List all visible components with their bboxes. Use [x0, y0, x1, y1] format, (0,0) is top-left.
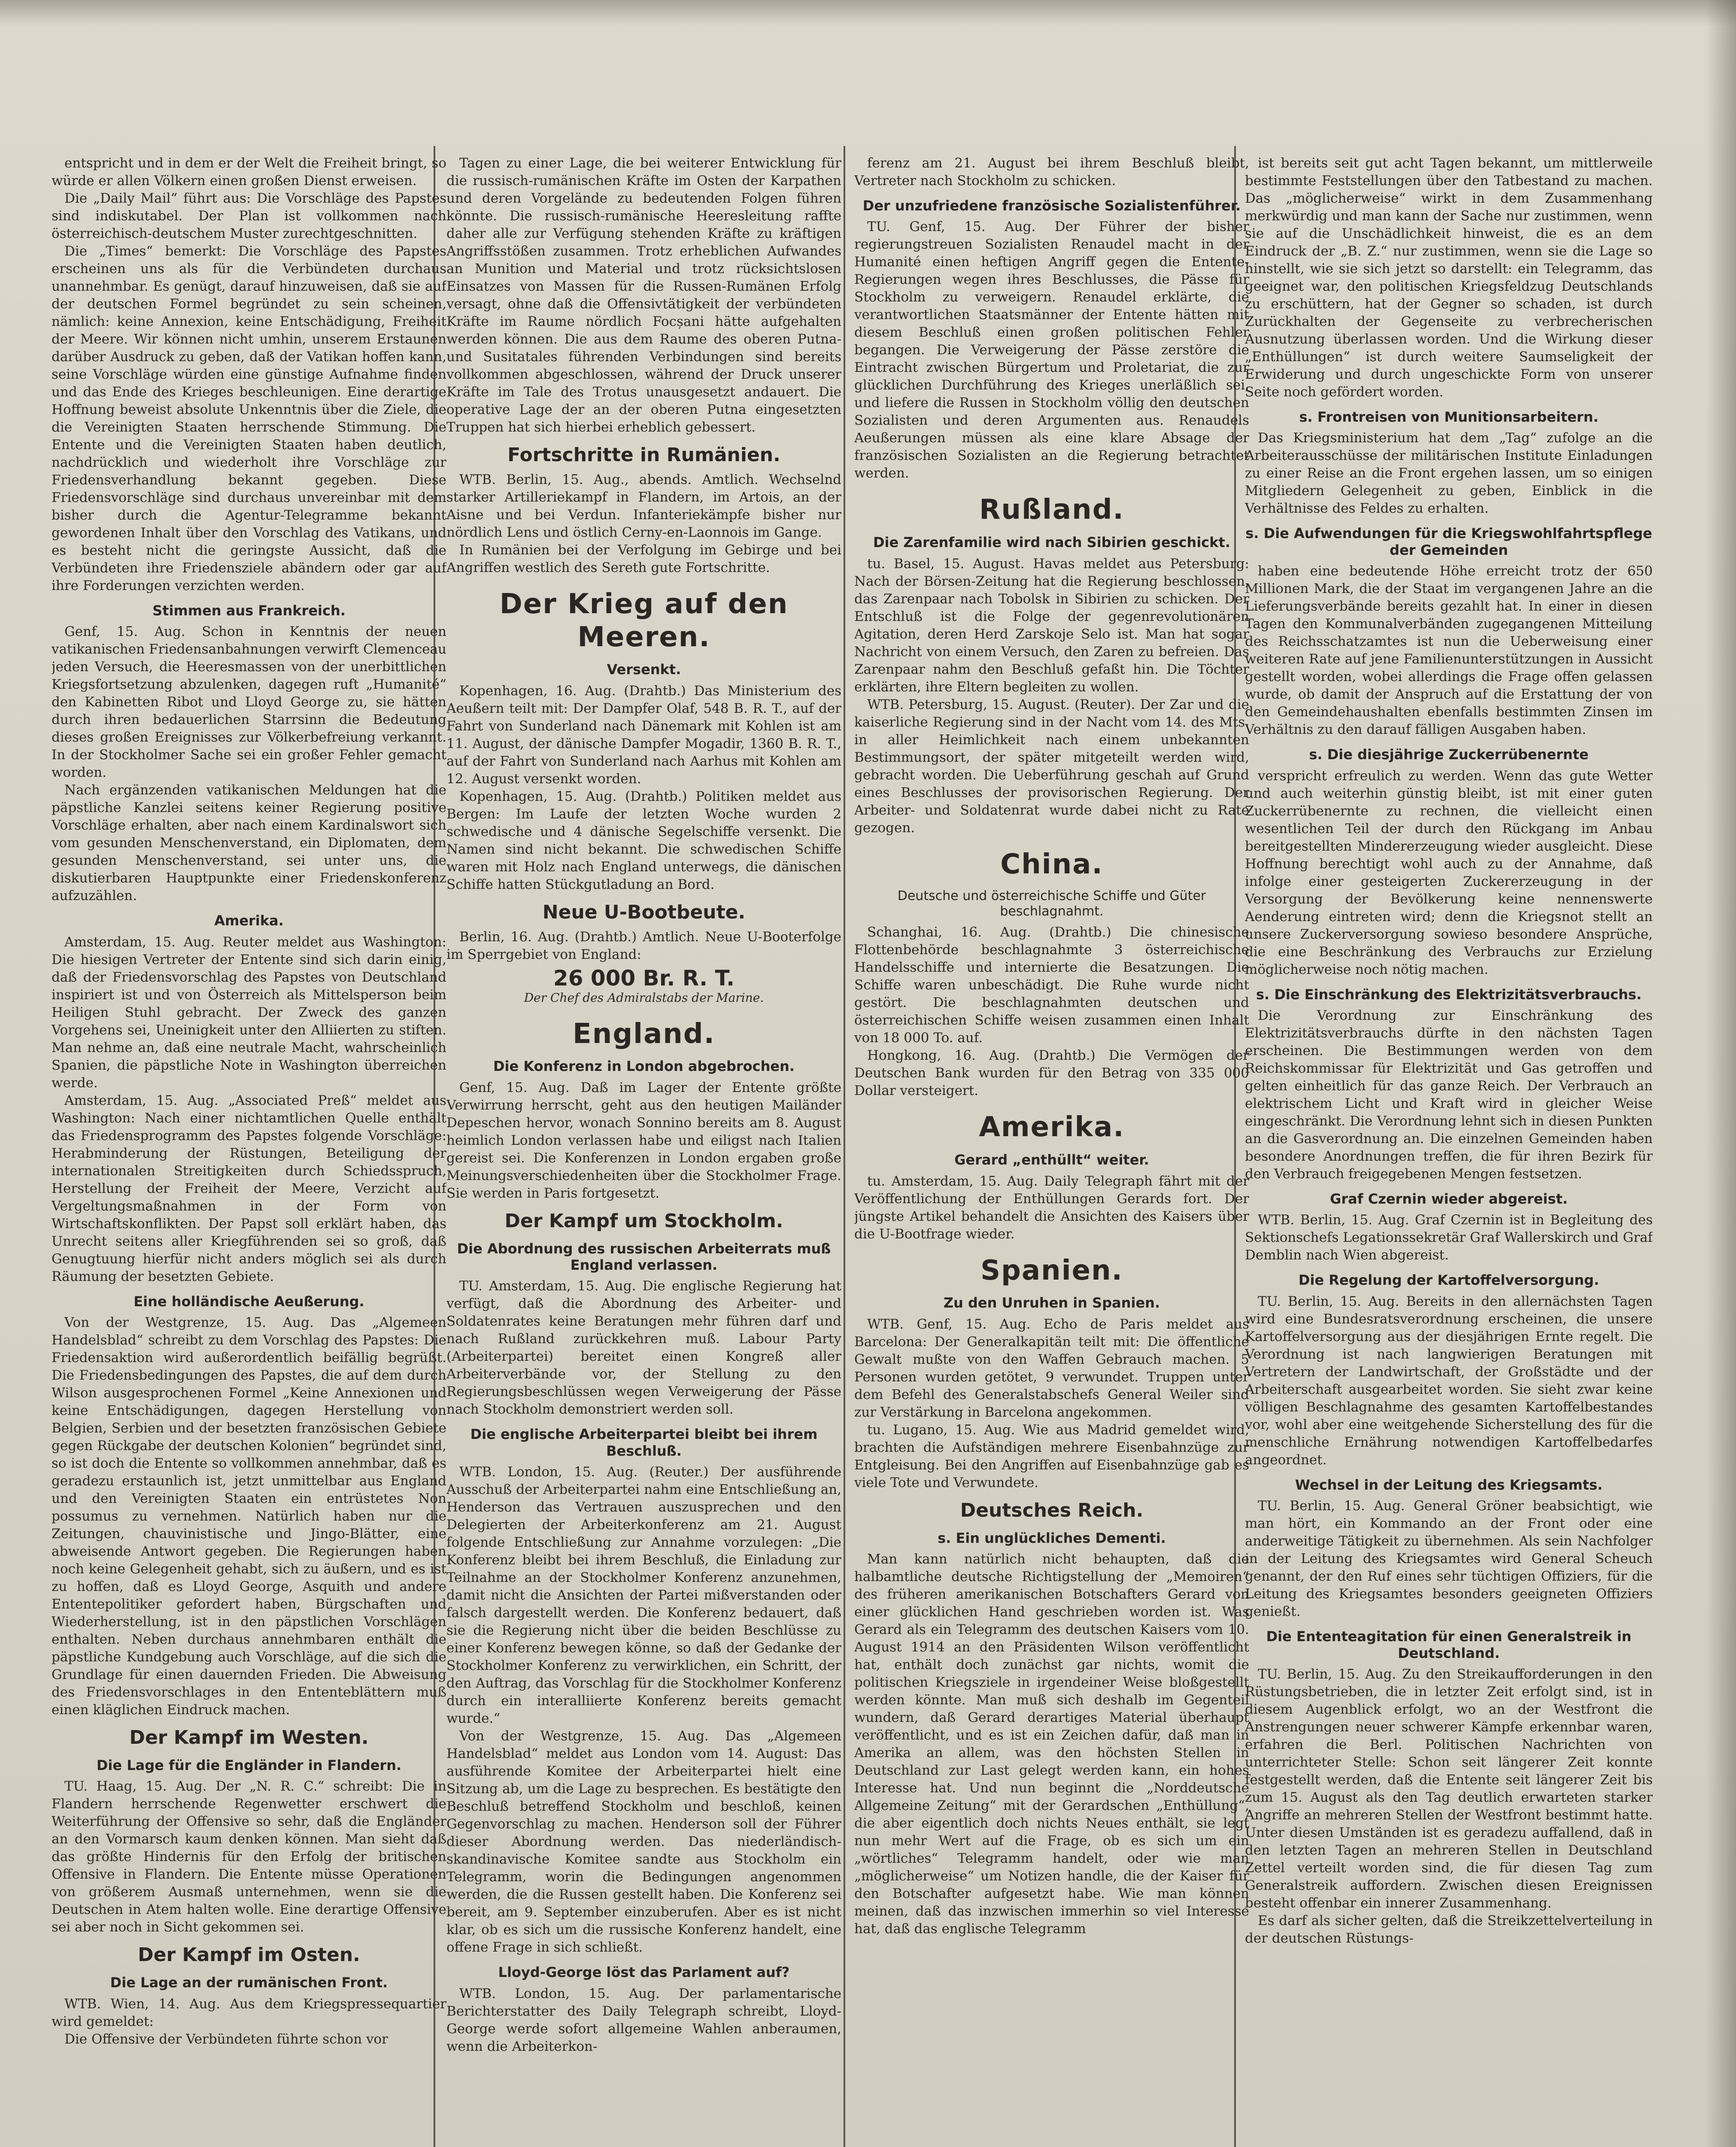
paragraph: TU. Berlin, 15. Aug. Bereits in den allernächsten Tagen wird eine Bundesratsverordnung erscheinen, die unsere Kartoffelversorgung aus der diesjährigen Ernte regelt. Die Verordnung ist nach langwierigen Beratungen mit Vertretern der Landwirtschaft, der Großstädte und der Arbeiterschaft ausgearbeitet worden. Sie sieht zwar keine völligen Beschlagnahme des gesamten Kartoffelbestandes vor, wohl aber eine weitgehende Sicherstellung des für die menschliche Ernährung notwendigen Kartoffelbedarfes angeordnet.: [1245, 1293, 1653, 1468]
headline: Spanien.: [980, 1254, 1123, 1286]
subheading: Deutsche und österreichische Schiffe und Güter beschlagnahmt.: [897, 888, 1206, 919]
paragraph: Amsterdam, 15. Aug. Reuter meldet aus Washington: Die hiesigen Vertreter der Entente sind sich darin einig, daß der Friedensvorschlag des Papstes von Deutschland inspiriert ist und von Österreich als Mittelsperson beim Heiligen Stuhl gebracht. Der Zweck des ganzen Vorgehens sei, Uneinigkeit unter den Alliierten zu stiften. Man nehme an, daß eine neutrale Macht, wahrscheinlich Spanien, die päpstliche Note in Washington überreichen werde.: [52, 934, 446, 1091]
paragraph: verspricht erfreulich zu werden. Wenn das gute Wetter und auch weiterhin günstig bleibt, ist mit einer guten Zuckerrübenernte zu rechnen, die vielleicht einen wesentlichen Teil der durch den Rückgang im Anbau bereitgestellten Mindererzeugung wieder ausgleicht. Diese Hoffnung berechtigt wohl auch zu der Annahme, daß infolge einer gesteigerten Zuckererzeugung in der Versorgung der Bevölkerung keine nennenswerte Aenderung eintreten wird; denn die Kriegsnot stellt an unsere Zuckerversorgung sowieso besondere Ansprüche, die eine Beschränkung des Verbrauchs zur Erzielung möglicherweise noch nötig machen.: [1245, 768, 1653, 977]
paragraph: TU. Haag, 15. Aug. Der „N. R. C.“ schreibt: Die in Flandern herrschende Regenwetter erschwert die Weiterführung der Offensive so sehr, daß die Engländer an den Vormarsch kaum denken können. Man sieht daß das größte Hindernis für den Erfolg der britischen Offensive in Flandern. Die Entente müsse Operationen von größerem Ausmaß unternehmen, wenn sie die Deutschen in Atem halten wolle. Eine derartige Offensive sei aber noch in Sicht gekommen sei.: [52, 1779, 446, 1935]
section-heading: Eine holländische Aeußerung.: [134, 1293, 364, 1310]
column-4: [1245, 155, 1653, 2147]
paragraph: WTB. Berlin, 15. Aug. Graf Czernin ist in Begleitung des Sektionschefs Legationssekretär Graf Wallerskirch und Graf Demblin nach Wien abgereist.: [1245, 1212, 1653, 1263]
paragraph: Von der Westgrenze, 15. Aug. Das „Algemeen Handelsblad“ meldet aus London vom 14. August: Das ausführende Komitee der Arbeiterpartei hielt eine Sitzung ab, um die Lage zu besprechen. Es bestätigte den Beschluß betreffend Stockholm und beschloß, keinen Gegenvorschlag zu machen. Henderson soll der Führer dieser Abordnung werden. Das niederländisch-skandinavische Komitee sandte aus Stockholm ein Telegramm, worin die Bedingungen angenommen werden, die die Russen gestellt haben. Die Konferenz sei bereit, am 9. September einzuberufen. Aber es ist nicht klar, ob es sich um die russische Konferenz handelt, eine offene Frage in sich schließt.: [446, 1728, 841, 1955]
subheading: Gerard „enthüllt“ weiter.: [954, 1152, 1149, 1168]
subheading: s. Die Aufwendungen für die Kriegswohlfahrtspflege der Gemeinden: [1245, 525, 1652, 558]
headline: Der Kampf im Osten.: [138, 1944, 360, 1966]
paragraph: Genf, 15. Aug. Daß im Lager der Entente größte Verwirrung herrscht, geht aus den heutigen Mailänder Depeschen hervor, wonach Sonnino bereits am 8. August heimlich London verlassen habe und eiligst nach Italien gereist sei. Die Konferenzen in London ergaben große Meinungsverschiedenheiten über die Stockholmer Frage. Sie werden in Paris fortgesetzt.: [446, 1080, 841, 1201]
subheading: Die Zarenfamilie wird nach Sibirien geschickt.: [873, 534, 1230, 551]
paragraph: ferenz am 21. August bei ihrem Beschluß bleibt, Vertreter nach Stockholm zu schicken.: [854, 155, 1249, 189]
subheading: Zu den Unruhen in Spanien.: [943, 1295, 1160, 1311]
headline: Der Kampf im Westen.: [129, 1727, 369, 1749]
paragraph: tu. Amsterdam, 15. Aug. Daily Telegraph fährt mit der Veröffentlichung der Enthüllungen Gerards fort. Der jüngste Artikel behandelt die Ansichten des Kaisers über die U-Bootfrage wieder.: [854, 1173, 1249, 1242]
paragraph: WTB. Wien, 14. Aug. Aus dem Kriegspressequartier wird gemeldet:: [52, 1996, 446, 2029]
paragraph: Kopenhagen, 16. Aug. (Drahtb.) Das Ministerium des Aeußern teilt mit: Der Dampfer Olaf, 548 B. R. T., auf der Fahrt von Sunderland nach Dänemark mit Kohlen ist am 11. August, der dänische Dampfer Mogadir, 1360 B. R. T., auf der Fahrt von Sunderland nach Aarhus mit Kohlen am 12. August versenkt worden.: [446, 683, 841, 787]
headline: Fortschritte in Rumänien.: [507, 444, 780, 466]
subheading: s. Die Einschränkung des Elektrizitätsverbrauchs.: [1256, 986, 1642, 1003]
paragraph: WTB. London, 15. Aug. Der parlamentarische Berichterstatter des Daily Telegraph schreibt, Lloyd-George werde sofort allgemeine Wahlen anberaumen, wenn die Arbeiterkon-: [446, 1986, 841, 2054]
section-heading: Amerika.: [214, 912, 284, 929]
paragraph: Es darf als sicher gelten, daß die Streikzettelverteilung in der deutschen Rüstungs-: [1245, 1913, 1653, 1946]
paragraph: TU. Genf, 15. Aug. Der Führer der bisher regierungstreuen Sozialisten Renaudel macht in der Humanité einen heftigen Angriff gegen die Entente-Regierungen wegen ihres Beschlusses, die Pässe für Stockholm zu verweigern. Renaudel erklärte, die verantwortlichen Staatsmänner der Entente hätten mit diesem Beschluß einen großen politischen Fehler begangen. Die Verweigerung der Pässe zerstöre die Eintracht zwischen Bürgertum und Proletariat, die zur glücklichen Durchführung des Krieges unerläßlich sei, und liefere die Russen in Stockholm völlig den deutschen Sozialisten und deren Argumenten aus. Renaudels Aeußerungen müssen als eine klare Absage der französischen Sozialisten an die Regierung betrachtet werden.: [854, 219, 1249, 481]
subheading: Die Regelung der Kartoffelversorgung.: [1298, 1272, 1599, 1289]
paragraph: Das Kriegsministerium hat dem „Tag“ zufolge an die Arbeiterausschüsse der militärischen Institute Einladungen zu einer Reise an die Front ergehen lassen, um so einigen Mitgliedern Gelegenheit zu geben, Einblick in die Verhältnisse des Feldes zu erhalten.: [1245, 430, 1653, 517]
paragraph: Berlin, 16. Aug. (Drahtb.) Amtlich. Neue U-Booterfolge im Sperrgebiet von England:: [446, 929, 841, 962]
section-heading: Graf Czernin wieder abgereist.: [1330, 1190, 1568, 1207]
paragraph: TU. Amsterdam, 15. Aug. Die englische Regierung hat verfügt, daß die Abordnung des Arbeiter- und Soldatenrates keine Beratungen mehr führen darf und nach Rußland zurückkehren muß. Labour Party (Arbeiterpartei) bereitet einen Kongreß aller Arbeiterverbände vor, der Stellung zu den Regierungsbeschlüssen wegen Verweigerung der Pässe nach Stockholm demonstriert werden soll.: [446, 1278, 841, 1417]
paragraph: TU. Berlin, 15. Aug. Zu den Streikaufforderungen in den Rüstungsbetrieben, die in letzter Zeit erfolgt sind, ist in diesem Augenblick erfolgt, wo an der Westfront die Anstrengungen neuer schwerer Kämpfe erkennbar waren, erfahren die Berl. Politischen Nachrichten von unterrichteter Stelle: Schon seit längerer Zeit konnte festgestellt werden, daß die Entente seit längerer Zeit bis zum 15. August als den Tag deutlich erwarteten starker Angriffe an mehreren Stellen der Westfront bestimmt hatte. Unter diesen Umständen ist es geradezu auffallend, daß in den letzten Tagen an mehreren Stellen in Deutschland Zettel verteilt worden sind, die für diesen Tag zum Generalstreik auffordern. Zwischen diesen Ereignissen besteht offenbar ein innerer Zusammenhang.: [1245, 1666, 1653, 1911]
paragraph: entspricht und in dem er der Welt die Freiheit bringt, so würde er allen Völkern einen großen Dienst erweisen.: [52, 155, 446, 189]
paragraph: WTB. London, 15. Aug. (Reuter.) Der ausführende Ausschuß der Arbeiterpartei nahm eine Entschließung an, Henderson das Vertrauen auszusprechen und den Delegierten der Arbeiterkonferenz am 21. August folgende Entschließung zur Annahme vorzulegen: „Die Konferenz bleibt bei ihrem Beschluß, die Einladung zur Teilnahme an der Stockholmer Konferenz anzunehmen, damit nicht die Ansichten der Partei mißverstanden oder falsch dargestellt werden. Die Konferenz bedauert, daß sie die Regierung nicht über die beiden Beschlüsse zu einer Konferenz bewegen könne, so daß der Gedanke der Stockholmer Konferenz zu verwirklichen, ein Schritt, der den Auftrag, das Vorschlag für die Stockholmer Konferenz durch ein interalliierte Konferenz bereits gemacht wurde.“: [446, 1464, 841, 1727]
headline: England.: [573, 1018, 715, 1050]
subheading: Wechsel in der Leitung des Kriegsamts.: [1295, 1476, 1603, 1493]
headline: Rußland.: [979, 494, 1124, 526]
subheading: Die englische Arbeiterpartei bleibt bei ihrem Beschluß.: [470, 1426, 818, 1459]
paragraph: Von der Westgrenze, 15. Aug. Das „Algemeen Handelsblad“ schreibt zu dem Vorschlag des Papstes: Die Friedensaktion wird außerordentlich beifällig begrüßt. Die Friedensbedingungen des Papstes, die auf dem durch Wilson ausgesprochenen Formel „Keine Annexionen und keine Entschädigungen, dagegen Herstellung von Belgien, Serbien und der besetzten französischen Gebiete gegen Rückgabe der deutschen Kolonien“ begründet sind, so ist doch die Entente so vollkommen annehmbar, daß es geradezu erstaunlich ist, jetzt unmittelbar aus England und den Vereinigten Staaten ein entrüstetes Non possumus zu vernehmen. Natürlich haben nur die Zeitungen, chauvinistische und Jingo-Blätter, eine abweisende Antwort gegeben. Die Regierungen haben noch keine Gelegenheit gehabt, sich zu äußern, und es ist zu hoffen, daß es Lloyd George, Asquith und andere Ententepolitiker gefordert haben, Bürgschaften und Wiederherstellung, ist in den päpstlichen Vorschlägen enthalten. Neben durchaus annehmbaren enthält die päpstliche Kundgebung auch Vorschläge, auf die sich die Grundlage für einen dauernden Frieden. Die Abweisung des Friedensvorschlages in den Ententeblättern muß einen kläglichen Eindruck machen.: [52, 1315, 446, 1718]
paragraph: Amsterdam, 15. Aug. „Associated Preß“ meldet aus Washington: Nach einer nichtamtlichen Quelle enthält das Friedensprogramm des Papstes folgende Vorschläge: Herabminderung der Rüstungen, Beteiligung der internationalen Streitigkeiten durch Schiedsspruch, Herstellung der Freiheit der Meere, Verzicht auf Vergeltungsmaßnahmen in der Form von Wirtschaftskonflikten. Der Papst soll erklärt haben, das Unrecht seitens aller Kriegführenden sei so groß, daß Genugtuung hierfür nicht anders möglich sei als durch Räumung der besetzten Gebiete.: [52, 1092, 446, 1284]
subheading: s. Die diesjährige Zuckerrübenernte: [1309, 746, 1589, 763]
section-heading: Stimmen aus Frankreich.: [152, 602, 346, 619]
signature-line: Der Chef des Admiralstabs der Marine.: [524, 990, 764, 1005]
column-2: [446, 155, 841, 2147]
subheading: Die Lage für die Engländer in Flandern.: [96, 1757, 402, 1773]
paragraph: haben eine bedeutende Höhe erreicht trotz der 650 Millionen Mark, die der Staat im vergangenen Jahre an die Lieferungsverbände bereits gezahlt hat. In einer in diesen Tagen den Kommunalverbänden zugegangenen Mitteilung des Reichsschatzamtes ist nun die Ueberweisung einer weiteren Rate auf jene Familienunterstützungen in Aussicht gestellt worden, wobei allerdings die Frage offen gelassen wurde, ob damit der Anspruch auf die Erstattung der von den Gemeindehaushalten ebenfalls bestimmten Zinsen im Verhältnis zu den darauf fälligen Ausgaben haben.: [1245, 563, 1653, 738]
headline: Der Kampf um Stockholm.: [504, 1210, 783, 1232]
paragraph: In Rumänien bei der Verfolgung im Gebirge und bei Angriffen westlich des Sereth gute Fortschritte.: [446, 542, 841, 575]
paragraph: TU. Berlin, 15. Aug. General Gröner beabsichtigt, wie man hört, ein Kommando an der Front oder eine anderweitige Tätigkeit zu übernehmen. Als sein Nachfolger in der Leitung des Kriegsamtes wird General Scheuch genannt, der den Ruf eines sehr tüchtigen Offiziers, für die Leitung des Kriegsamtes besonders geeigneten Offiziers genießt.: [1245, 1498, 1653, 1620]
paragraph: WTB. Berlin, 15. Aug., abends. Amtlich. Wechselnd starker Artilleriekampf in Flandern, im Artois, an der Aisne und bei Verdun. Infanteriekämpfe bisher nur nördlich Lens und östlich Cerny-en-Laonnois im Gange.: [446, 471, 841, 540]
column-rule: [844, 146, 845, 2147]
subheading: Die Abordnung des russischen Arbeiterrats muß England verlassen.: [457, 1240, 831, 1273]
subheading: Versenkt.: [607, 661, 681, 678]
headline: Amerika.: [979, 1111, 1125, 1143]
column-1: [52, 155, 446, 2147]
paragraph: Man kann natürlich nicht behaupten, daß die halbamtliche deutsche Richtigstellung der „Memoiren“ des früheren amerikanischen Botschafters Gerard von einer glücklichen Hand geschrieben worden ist. Was Gerard als ein Telegramm des deutschen Kaisers vom 10. August 1914 an den Präsidenten Wilson veröffentlicht hat, enthält doch zunächst gar nichts, womit die politischen Kriegsziele in irgendeiner Weise bloßgestellt werden könnte. Man muß sich deshalb im Gegenteil wundern, daß Gerard derartiges Material überhaupt veröffentlicht, und es ist ein Zeichen dafür, daß man in Amerika an allem, was den höchsten Stellen in Deutschland zur Last gelegt werden kann, ein hohes Interesse hat. Und nun beginnt die „Norddeutsche Allgemeine Zeitung“ mit der Gerardschen „Enthüllung“, die aber eigentlich doch nichts Neues enthält, sie legt nun mehr Wert auf die Frage, ob es sich um ein „wörtliches“ Telegramm handelt, oder wie man „möglicherweise“ um Notizen handle, die der Kaiser für den Botschafter aufgesetzt habe. Wie man können meinen, daß das inzwischen immerhin so viel Interesse hat, daß das englische Telegramm: [854, 1551, 1249, 1937]
tonnage-figure: 26 000 Br. R. T.: [553, 965, 735, 991]
subheading: Die Ententeagitation für einen Generalstreik in Deutschland.: [1266, 1628, 1632, 1661]
paragraph: Die „Daily Mail“ führt aus: Die Vorschläge des Papstes sind indiskutabel. Der Plan ist vollkommen nach österreichisch-deutschem Muster zurechtgeschnitten.: [52, 191, 446, 241]
paragraph: tu. Basel, 15. August. Havas meldet aus Petersburg: Nach der Börsen-Zeitung hat die Regierung beschlossen, das Zarenpaar nach Tobolsk in Sibirien zu schicken. Der Entschluß ist die Folge der gegenrevolutionären Agitation, deren Herd Zarskoje Selo ist. Man hat sogar Nachricht von einem Versuch, den Zaren zu befreien. Das Zarenpaar nahm den Beschluß gefaßt hin. Die Töchter erklärten, ihre Eltern begleiten zu wollen.: [854, 556, 1249, 695]
paragraph: Die Offensive der Verbündeten führte schon vor: [64, 2031, 388, 2047]
subheading: s. Ein unglückliches Dementi.: [938, 1530, 1166, 1546]
headline: Deutsches Reich.: [960, 1499, 1144, 1521]
subheading: Die Konferenz in London abgebrochen.: [493, 1058, 795, 1075]
paragraph: Die „Times“ bemerkt: Die Vorschläge des Papstes erscheinen uns als für die Verbündeten durchaus unannehmbar. Es genügt, darauf hinzuweisen, daß sie auf der deutschen Formel begründet zu sein scheinen, nämlich: keine Annexion, keine Entschädigung, Freiheit der Meere. Wir können nicht umhin, unserem Erstaunen darüber Ausdruck zu geben, daß der Vatikan hoffen kann, seine Vorschläge würden eine günstige Aufnahme finden und das Ende des Krieges beschleunigen. Eine derartige Hoffnung beweist absolute Unkenntnis über die Ziele, die die Vereinigten Staaten herrschende Stimmung. Die Entente und die Vereinigten Staaten haben deutlich, nachdrücklich und wiederholt ihre Vorschläge zur Friedensverhandlung bekannt gegeben. Diese Friedensvorschläge sind durchaus unvereinbar mit dem bisher durch die Agentur-Telegramme bekannt gewordenen Inhalt über den Vorschlag des Vatikans, und es besteht nicht die geringste Aussicht, daß die Verbündeten ihre Friedensziele abändern oder gar auf ihre Forderungen verzichten werden.: [52, 243, 446, 593]
paragraph: Genf, 15. Aug. Schon in Kenntnis der neuen vatikanischen Friedensanbahnungen verwirft Clemenceau jeden Versuch, die Heeresmassen von der unerbittlichen Kriegsfortsetzung abzulenken, dagegen ruft „Humanité“ den Kabinetten Ribot und Lloyd George zu, sie hätten durch ihren bedauerlichen Starrsinn die Bedeutung dieses großen Ereignisses zur Völkerbefreiung verkannt. In der Stockholmer Sache sei ein großer Fehler gemacht worden.: [52, 624, 446, 781]
paragraph: Tagen zu einer Lage, die bei weiterer Entwicklung für die russisch-rumänischen Kräfte im Osten der Karpathen und deren Vorgelände zu bedeutenden Folgen führen könnte. Die russisch-rumänische Heeresleitung raffte daher alle zur Verfügung stehenden Kräfte zu kräftigen Angriffsstößen zusammen. Trotz erheblichen Aufwandes an Munition und Material und trotz rücksichtslosen Einsatzes von Massen für die Russen-Rumänen Erfolg versagt, ohne daß die Offensivtätigkeit der verbündeten Kräfte im Raume nördlich Focșani hätte aufgehalten werden können. Die aus dem Raume des oberen Putna- und Susitatales führenden Verbindungen sind bereits vollkommen abgeschlossen, während der Druck unserer Kräfte im Tale des Trotus unausgesetzt andauert. Die operative Lage der an der oberen Putna eingesetzten Truppen hat sich hierbei erheblich gebessert.: [446, 155, 841, 435]
headline: Neue U-Bootbeute.: [542, 901, 746, 923]
paragraph: Schanghai, 16. Aug. (Drahtb.) Die chinesische Flottenbehörde beschlagnahmte 3 österreichische Handelsschiffe und internierte die Besatzungen. Die Schiffe waren unbeschädigt. Die Ruhe wurde nicht gestört. Die beschlagnahmten deutschen und österreichischen Schiffe weisen zusammen einen Inhalt von 18 000 To. auf.: [854, 924, 1249, 1046]
headline: Der Krieg auf den Meeren.: [499, 588, 789, 653]
paragraph: tu. Lugano, 15. Aug. Wie aus Madrid gemeldet wird, brachten die Aufständigen mehrere Eisenbahnzüge zur Entgleisung. Bei den Angriffen auf Eisenbahnzüge gab es viele Tote und Verwundete.: [854, 1422, 1249, 1490]
column-3: [854, 155, 1249, 2147]
paragraph: Nach ergänzenden vatikanischen Meldungen hat die päpstliche Kanzlei seitens keiner Regierung positive Vorschläge erhalten, aber nach einem Kardinalswort sich vom gesunden Menschenverstand, ein Diplomaten, dem gesunden Menschenverstand, sei unter uns, die diskutierbaren Hauptpunkte einer Friedenskonferenz aufzuzählen.: [52, 782, 446, 904]
paragraph: Kopenhagen, 15. Aug. (Drahtb.) Politiken meldet aus Bergen: Im Laufe der letzten Woche wurden 2 schwedische und 4 dänische Segelschiffe versenkt. Die Namen sind nicht bekannt. Die schwedischen Schiffe waren mit Holz nach England unterwegs, die dänischen Schiffe hatten Stückgutladung an Bord.: [446, 788, 841, 892]
subheading: Die Lage an der rumänischen Front.: [110, 1974, 388, 1991]
paragraph: WTB. Genf, 15. Aug. Echo de Paris meldet aus Barcelona: Der Generalkapitän teilt mit: Die öffentliche Gewalt mußte von den Waffen Gebrauch machen. 5 Personen wurden getötet, 9 verwundet. Truppen unter dem Befehl des Generalstabschefs General Weiler sind zur Verstärkung in Barcelona angekommen.: [854, 1316, 1249, 1420]
scan-edge-shadow: [1706, 0, 1736, 2147]
paragraph: Die Verordnung zur Einschränkung des Elektrizitätsverbrauchs dürfte in den nächsten Tagen erscheinen. Die Bestimmungen werden von dem Reichskommissar für Elektrizität und Gas getroffen und gelten einheitlich für das ganze Reich. Der Verbrauch an elektrischem Licht und Kraft wird in gleicher Weise eingeschränkt. Die Verordnung lehnt sich in diesen Punkten an die Gasverordnung an. Die einzelnen Gemeinden haben besondere Anordnungen treffen, die für ihren Bezirk für den Verbrauch freigegebenen Mengen festsetzen.: [1245, 1007, 1653, 1182]
subheading: s. Frontreisen von Munitionsarbeitern.: [1299, 409, 1599, 425]
subheading: Der unzufriedene französische Sozialistenführer.: [862, 198, 1241, 214]
paragraph: ist bereits seit gut acht Tagen bekannt, um mittlerweile bestimmte Feststellungen über den Tatbestand zu machen. Das „möglicherweise“ wirkt in dem Zusammenhang merkwürdig und man kann der Sache nur zustimmen, wenn sie auf die Unschädlichkeit hinweist, die es an dem Eindruck der „B. Z.“ nur zustimmen, wenn sie die Lage so hinstellt, wie sie sich jetzt so darstellt: ein Telegramm, das geeignet war, den politischen Kriegsfeldzug Deutschlands zu erschüttern, hat der Gegner so schaden, ist durch Zurückhalten der Gegenseite zu verbrecherischen Ausnutzung überlassen worden. Und die Wirkung dieser „Enthüllungen“ ist durch weitere Saumseligkeit der Erwiderung und durch ungeschickte Form von unserer Seite noch gefördert worden.: [1245, 155, 1653, 400]
scan-top-shadow: [0, 0, 1736, 26]
subheading: Lloyd-George löst das Parlament auf?: [498, 1964, 790, 1981]
paragraph: WTB. Petersburg, 15. August. (Reuter). Der Zar und die kaiserliche Regierung sind in der Nacht vom 14. des Mts. in aller Heimlichkeit nach einem unbekannten Bestimmungsort, der später mitgeteilt werden wird, gebracht worden. Die Ueberführung geschah auf Grund eines Beschlusses der provisorischen Regierung. Der Arbeiter- und Soldatenrat wurde dabei nicht zu Rate gezogen.: [854, 696, 1249, 836]
paragraph: Hongkong, 16. Aug. (Drahtb.) Die Vermögen der Deutschen Bank wurden für den Betrag von 335 000 Dollar versteigert.: [854, 1048, 1249, 1099]
headline: China.: [1000, 848, 1103, 880]
